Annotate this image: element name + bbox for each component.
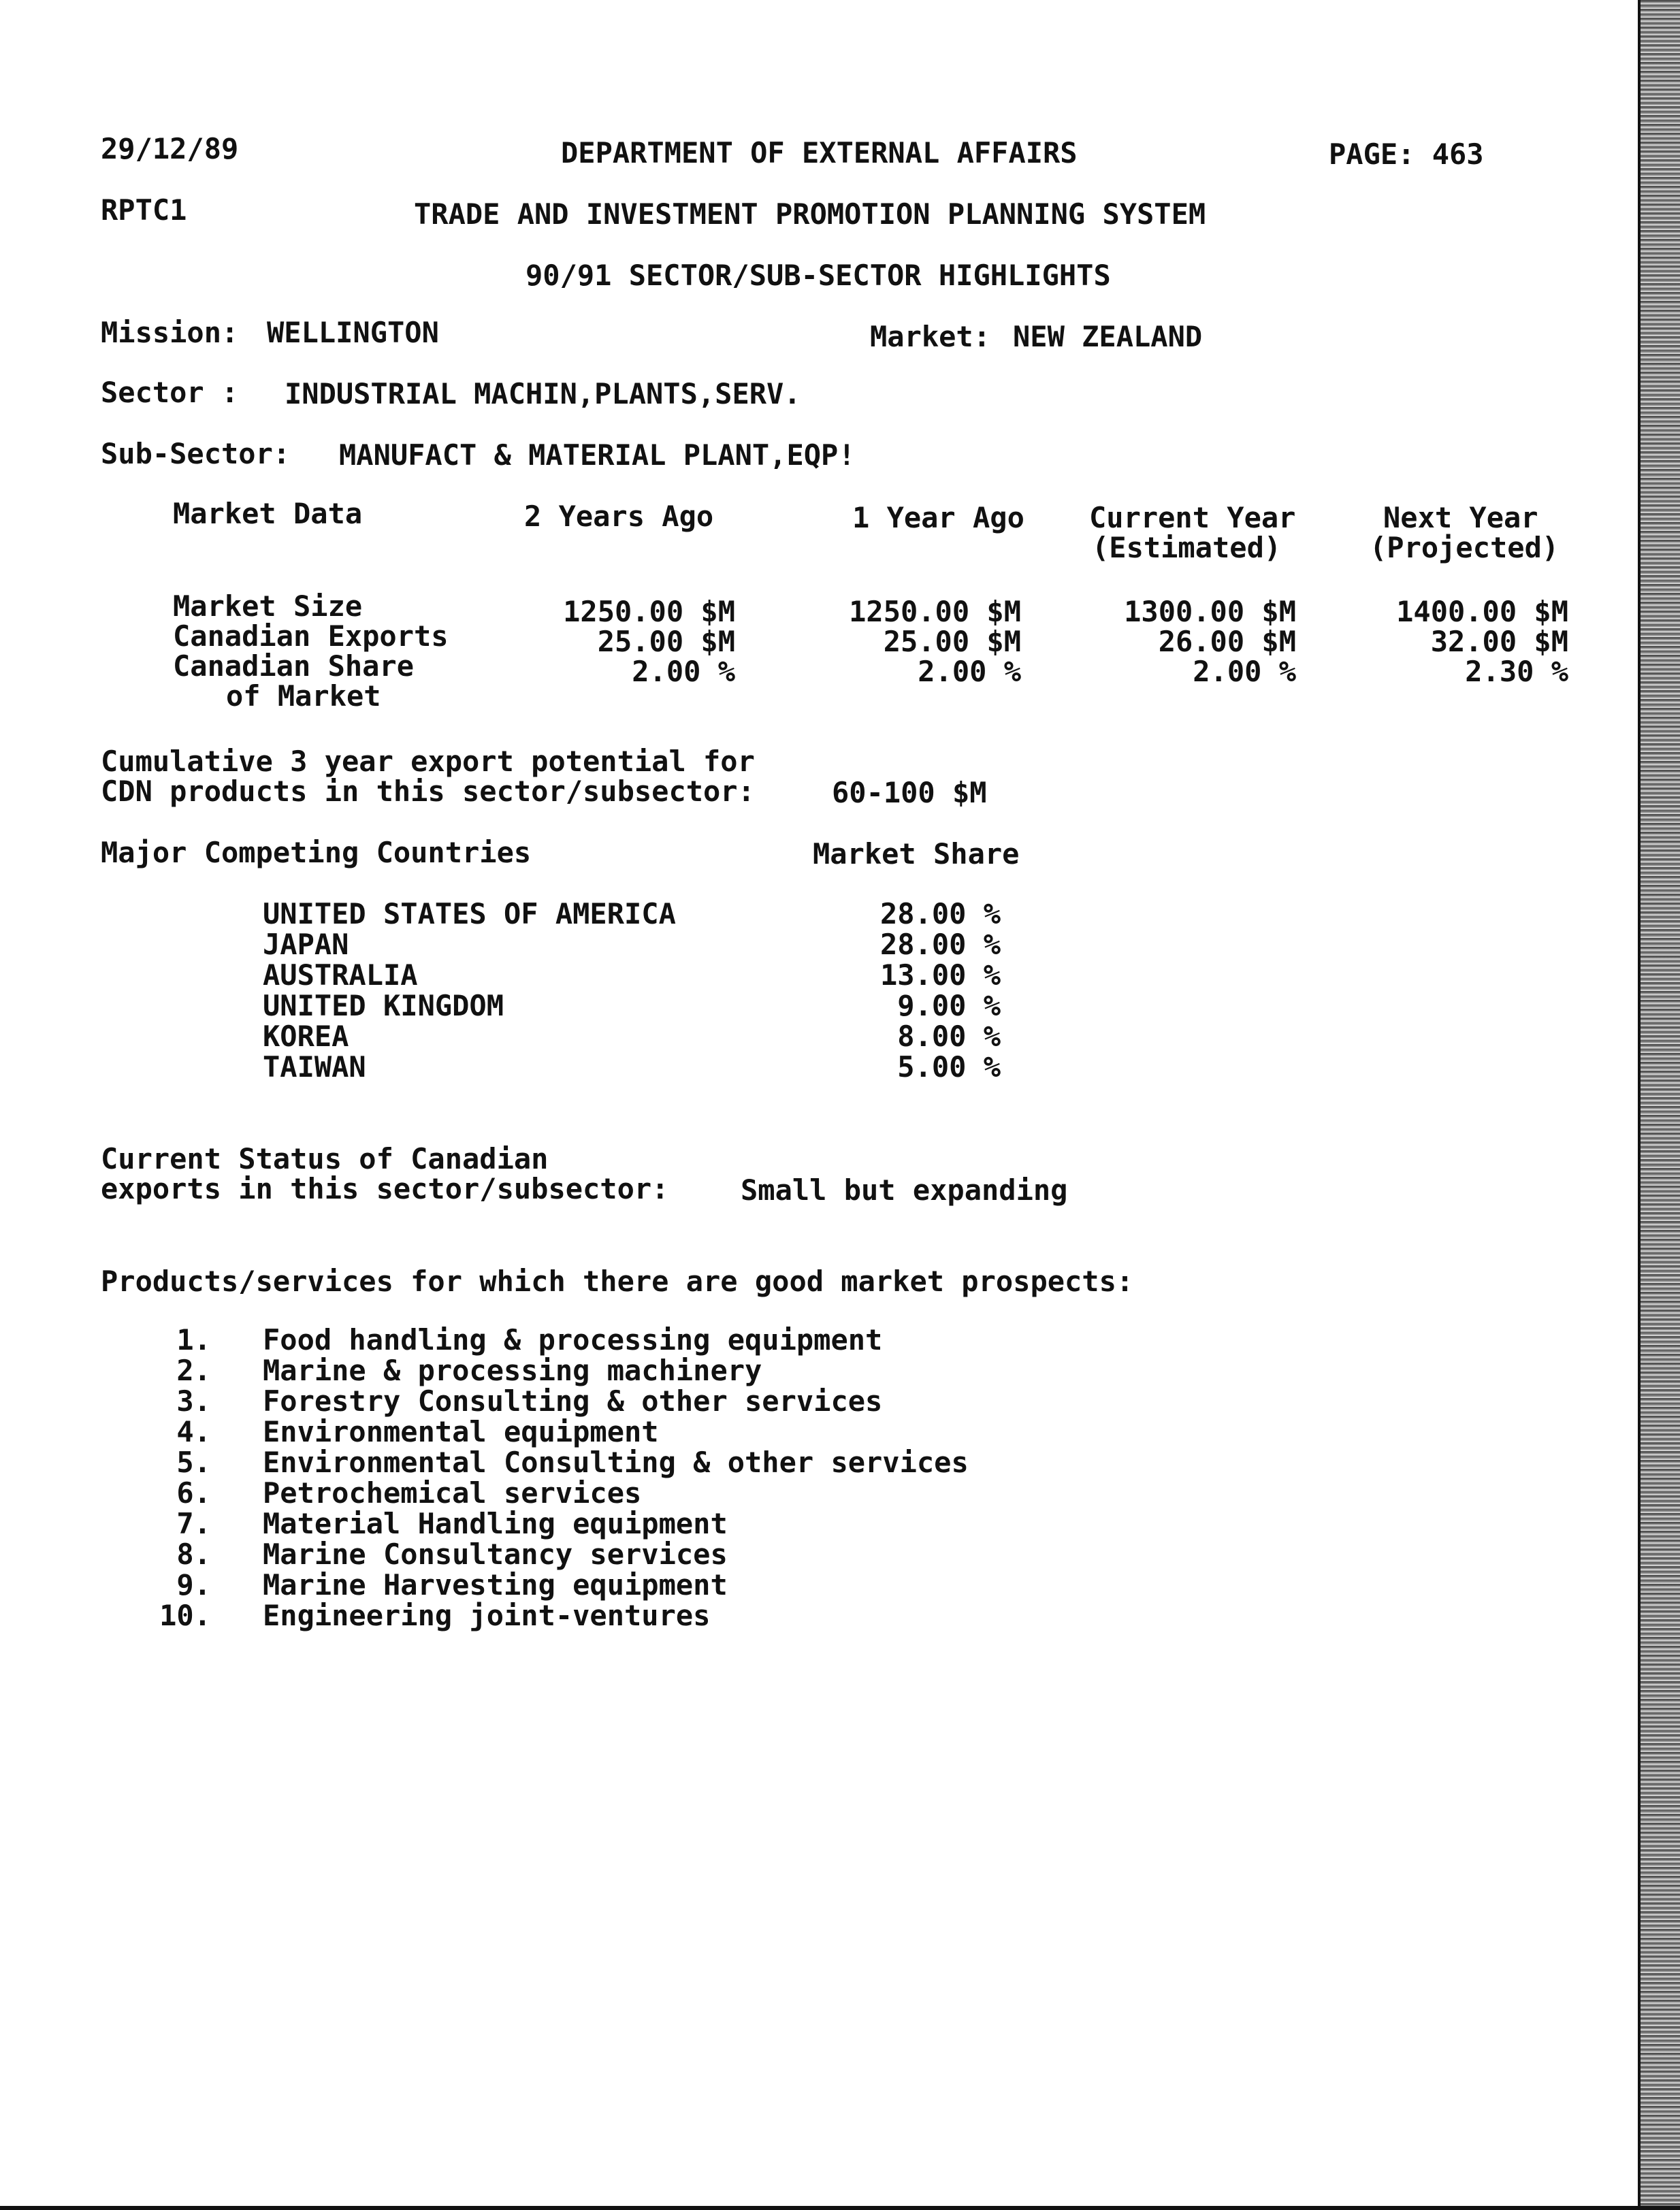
list-number: 8. bbox=[176, 1538, 211, 1571]
subsector-label: Sub-Sector: bbox=[101, 437, 291, 470]
list-text: Material Handling equipment bbox=[263, 1507, 728, 1540]
list-number: 7. bbox=[176, 1507, 211, 1540]
mission-label: Mission: bbox=[101, 316, 239, 349]
market-label: Market: bbox=[870, 320, 991, 353]
list-text: Forestry Consulting & other services bbox=[263, 1384, 883, 1418]
row-label-continued: of Market bbox=[226, 679, 381, 713]
col-header-1-year-ago: 1 Year Ago bbox=[852, 501, 1024, 534]
list-number: 6. bbox=[176, 1476, 211, 1510]
col-header-estimated: (Estimated) bbox=[1092, 531, 1282, 564]
report-subtitle: 90/91 SECTOR/SUB-SECTOR HIGHLIGHTS bbox=[526, 259, 1111, 292]
country-share: 8.00 % bbox=[897, 1020, 1001, 1053]
country-name: TAIWAN bbox=[263, 1050, 366, 1084]
list-text: Petrochemical services bbox=[263, 1476, 642, 1510]
page-bottom-edge bbox=[0, 2206, 1680, 2210]
col-header-next-year: Next Year bbox=[1383, 501, 1538, 534]
page-number: PAGE: 463 bbox=[1329, 137, 1484, 171]
cumulative-value: 60-100 $M bbox=[832, 776, 987, 809]
col-header-2-years-ago: 2 Years Ago bbox=[524, 500, 714, 533]
list-text: Marine Harvesting equipment bbox=[263, 1568, 728, 1602]
cell-value: 1250.00 $M bbox=[849, 595, 1021, 628]
list-text: Food handling & processing equipment bbox=[263, 1323, 883, 1356]
department-title: DEPARTMENT OF EXTERNAL AFFAIRS bbox=[561, 136, 1078, 169]
col-header-projected: (Projected) bbox=[1370, 531, 1560, 564]
list-number: 10. bbox=[159, 1599, 211, 1632]
cell-value: 26.00 $M bbox=[1158, 625, 1296, 658]
report-date: 29/12/89 bbox=[101, 132, 239, 165]
country-name: KOREA bbox=[263, 1020, 349, 1053]
status-line2: exports in this sector/subsector: bbox=[101, 1172, 669, 1205]
status-line1: Current Status of Canadian bbox=[101, 1142, 549, 1175]
list-number: 9. bbox=[176, 1568, 211, 1602]
system-title: TRADE AND INVESTMENT PROMOTION PLANNING SYSTEM bbox=[414, 197, 1206, 231]
country-name: UNITED STATES OF AMERICA bbox=[263, 897, 676, 930]
sector-value: INDUSTRIAL MACHIN,PLANTS,SERV. bbox=[285, 377, 801, 410]
cumulative-line1: Cumulative 3 year export potential for bbox=[101, 745, 755, 778]
cell-value: 25.00 $M bbox=[597, 625, 735, 658]
mission-value: WELLINGTON bbox=[267, 316, 439, 349]
cell-value: 1250.00 $M bbox=[563, 595, 735, 628]
cumulative-line2: CDN products in this sector/subsector: bbox=[101, 775, 755, 808]
list-text: Marine & processing machinery bbox=[263, 1354, 762, 1387]
country-share: 28.00 % bbox=[879, 897, 1001, 930]
list-text: Environmental equipment bbox=[263, 1415, 659, 1448]
list-number: 3. bbox=[176, 1384, 211, 1418]
cell-value: 1400.00 $M bbox=[1396, 595, 1568, 628]
market-share-header: Market Share bbox=[813, 837, 1020, 871]
list-number: 5. bbox=[176, 1446, 211, 1479]
report-code: RPTC1 bbox=[101, 193, 187, 227]
market-value: NEW ZEALAND bbox=[1013, 320, 1203, 353]
competitors-header: Major Competing Countries bbox=[101, 836, 532, 869]
list-number: 1. bbox=[176, 1323, 211, 1356]
country-name: JAPAN bbox=[263, 928, 349, 961]
cell-value: 32.00 $M bbox=[1430, 625, 1568, 658]
cell-value: 25.00 $M bbox=[883, 625, 1021, 658]
list-number: 4. bbox=[176, 1415, 211, 1448]
list-text: Engineering joint-ventures bbox=[263, 1599, 711, 1632]
row-label: Market Size bbox=[173, 589, 363, 623]
country-share: 5.00 % bbox=[897, 1050, 1001, 1084]
col-header-current-year: Current Year bbox=[1089, 501, 1296, 534]
row-label: Canadian Share bbox=[173, 649, 415, 683]
country-share: 9.00 % bbox=[897, 989, 1001, 1022]
list-text: Marine Consultancy services bbox=[263, 1538, 728, 1571]
country-name: UNITED KINGDOM bbox=[263, 989, 504, 1022]
prospects-heading: Products/services for which there are good market prospects: bbox=[101, 1265, 1134, 1298]
subsector-value: MANUFACT & MATERIAL PLANT,EQP! bbox=[339, 438, 856, 472]
cell-value: 2.00 % bbox=[918, 655, 1021, 688]
country-share: 28.00 % bbox=[879, 928, 1001, 961]
list-text: Environmental Consulting & other services bbox=[263, 1446, 969, 1479]
cell-value: 2.00 % bbox=[632, 655, 735, 688]
cell-value: 1300.00 $M bbox=[1124, 595, 1296, 628]
country-name: AUSTRALIA bbox=[263, 958, 418, 992]
cell-value: 2.00 % bbox=[1193, 655, 1296, 688]
status-value: Small but expanding bbox=[741, 1173, 1068, 1207]
country-share: 13.00 % bbox=[879, 958, 1001, 992]
market-data-header: Market Data bbox=[173, 497, 363, 530]
scan-edge-texture bbox=[1641, 0, 1680, 2210]
row-label: Canadian Exports bbox=[173, 619, 449, 653]
list-number: 2. bbox=[176, 1354, 211, 1387]
cell-value: 2.30 % bbox=[1465, 655, 1568, 688]
sector-label: Sector : bbox=[101, 376, 239, 409]
